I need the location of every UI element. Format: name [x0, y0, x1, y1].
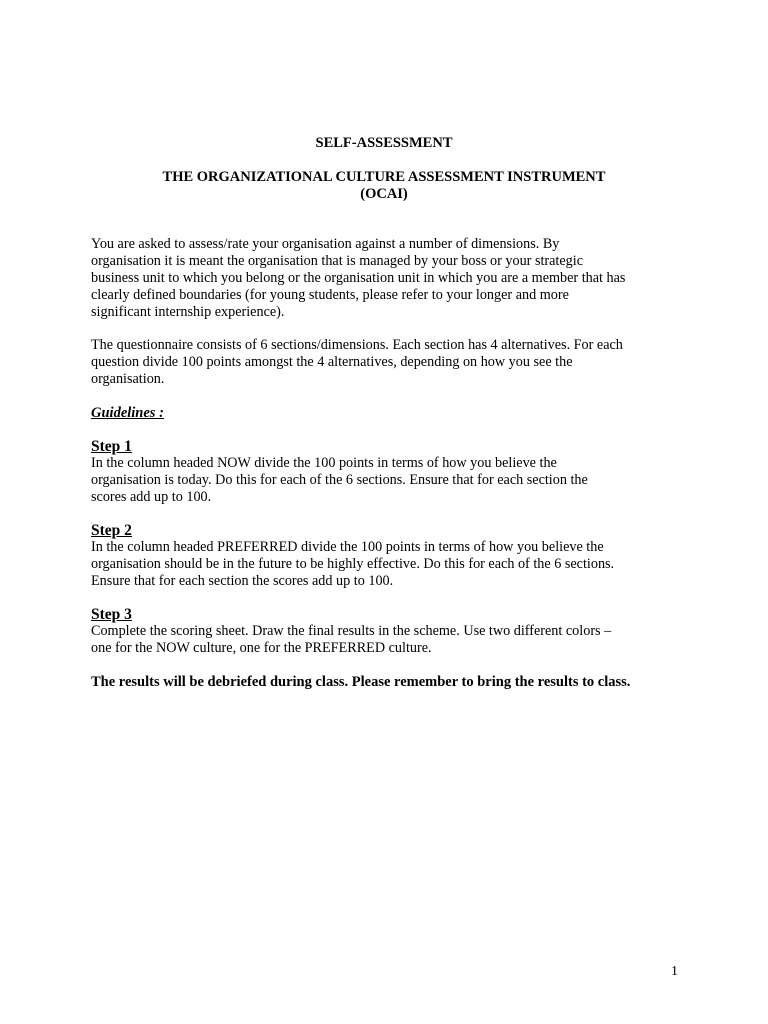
page-number: 1: [671, 964, 678, 979]
step-1-heading: Step 1: [91, 438, 132, 455]
step-3-heading: Step 3: [91, 606, 132, 623]
questionnaire-paragraph: [91, 337, 691, 388]
questionnaire-line: question divide 100 points amongst the 4 alternatives, depending on how you see the: [91, 354, 573, 370]
step-2-heading: Step 2: [91, 522, 132, 539]
step-2-line: Ensure that for each section the scores add up to 100.: [91, 573, 394, 589]
step-1-line: organisation is today. Do this for each of the 6 sections. Ensure that for each section the: [91, 472, 588, 488]
document-subtitle-acronym: (OCAI): [360, 186, 408, 202]
step-2-line: organisation should be in the future to be highly effective. Do this for each of the 6 sections.: [91, 556, 615, 572]
intro-line: business unit to which you belong or the organisation unit in which you are a member that has: [91, 270, 626, 286]
step-3-text: [91, 623, 691, 657]
document-title: SELF-ASSESSMENT: [315, 135, 453, 151]
step-2-line: In the column headed PREFERRED divide the 100 points in terms of how you believe the: [91, 539, 604, 555]
guidelines-heading: Guidelines :: [91, 405, 164, 421]
closing-note: The results will be debriefed during class. Please remember to bring the results to class.: [91, 674, 631, 690]
step-3-line: Complete the scoring sheet. Draw the final results in the scheme. Use two different colors –: [91, 623, 612, 639]
step-3-line: one for the NOW culture, one for the PREFERRED culture.: [91, 640, 432, 656]
intro-line: significant internship experience).: [91, 304, 285, 320]
intro-line: clearly defined boundaries (for young students, please refer to your longer and more: [91, 287, 569, 303]
step-1-line: scores add up to 100.: [91, 489, 212, 505]
intro-paragraph: [91, 236, 691, 321]
questionnaire-line: The questionnaire consists of 6 sections/dimensions. Each section has 4 alternatives. For each: [91, 337, 623, 353]
step-1-text: [91, 455, 691, 506]
document-subtitle: THE ORGANIZATIONAL CULTURE ASSESSMENT INSTRUMENT: [162, 169, 606, 185]
intro-line: organisation it is meant the organisation that is managed by your boss or your strategic: [91, 253, 584, 269]
intro-line: You are asked to assess/rate your organisation against a number of dimensions. By: [91, 236, 560, 252]
step-2-text: [91, 539, 691, 590]
questionnaire-line: organisation.: [91, 371, 165, 387]
step-1-line: In the column headed NOW divide the 100 points in terms of how you believe the: [91, 455, 557, 471]
